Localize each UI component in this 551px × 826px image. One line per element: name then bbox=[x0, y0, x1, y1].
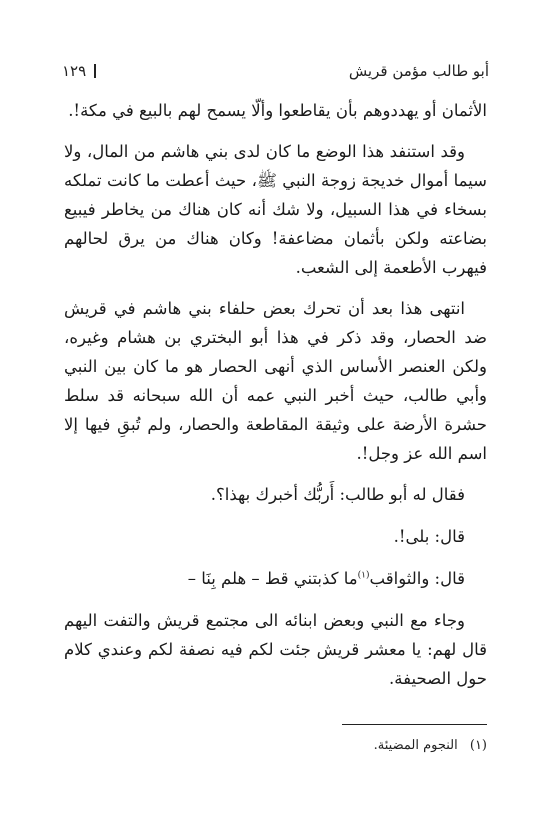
paragraph-4: فقال له أبو طالب: أَربُّك أخبرك بهذا؟. bbox=[210, 485, 465, 504]
paragraph-1: الأثمان أو يهددوهم بأن يقاطعوا وألّا يسمح لهم بالبيع في مكة!. bbox=[68, 101, 487, 120]
running-header bbox=[62, 58, 489, 84]
book-title: أبو طالب مؤمن قريش bbox=[348, 62, 489, 80]
page-number: ١٢٩ bbox=[62, 62, 87, 80]
paragraph-5: قال: بلى!. bbox=[393, 527, 465, 546]
page-number-group bbox=[62, 62, 96, 80]
paragraph-6-start: قال: والثواقب bbox=[369, 569, 465, 588]
header-divider bbox=[94, 64, 96, 78]
paragraph-2: وقد استنفد هذا الوضع ما كان لدى بني هاشم من المال، ولا سيما أموال خديجة زوجة النبي ﷺ، حيث أعطت ما كانت تملكه بسخاء في هذا السبيل، ولا شك أنه كان هناك من يخاطر فيبيع بضاعته ولكن بأثمان مضاعفة! وكان هناك من يرق لحالهم فيهرب الأطعمة إلى الشعب. bbox=[64, 142, 487, 277]
footnote-reference: (١) bbox=[357, 570, 370, 581]
footnote bbox=[374, 736, 487, 756]
paragraph-6 bbox=[64, 564, 487, 593]
paragraph-3: انتهى هذا بعد أن تحرك بعض حلفاء بني هاشم في قريش ضد الحصار، وقد ذكر في هذا أبو البختري بن هشام وغيره، ولكن العنصر الأساس الذي أنهى الحصار هو ما كان بين النبي وأبي طالب، حيث أخبر النبي عمه أن الله سبحانه قد سلط حشرة الأرضة على وثيقة المقاطعة والحصار، ولم تُبقِ فيها إلا اسم الله عز وجل!. bbox=[64, 299, 487, 463]
footnote-number: (١) bbox=[469, 738, 487, 753]
body-text bbox=[64, 96, 487, 705]
footnote-separator bbox=[342, 724, 487, 725]
paragraph-7: وجاء مع النبي وبعض ابنائه الى مجتمع قريش والتفت اليهم قال لهم: يا معشر قريش جئت لكم فيه نصفة لكم وعندي كلام حول الصحيفة. bbox=[64, 611, 487, 688]
paragraph-6-end: ما كذبتني قط – هلم بِنَا – bbox=[187, 569, 358, 588]
footnote-text: النجوم المضيئة. bbox=[373, 738, 458, 753]
